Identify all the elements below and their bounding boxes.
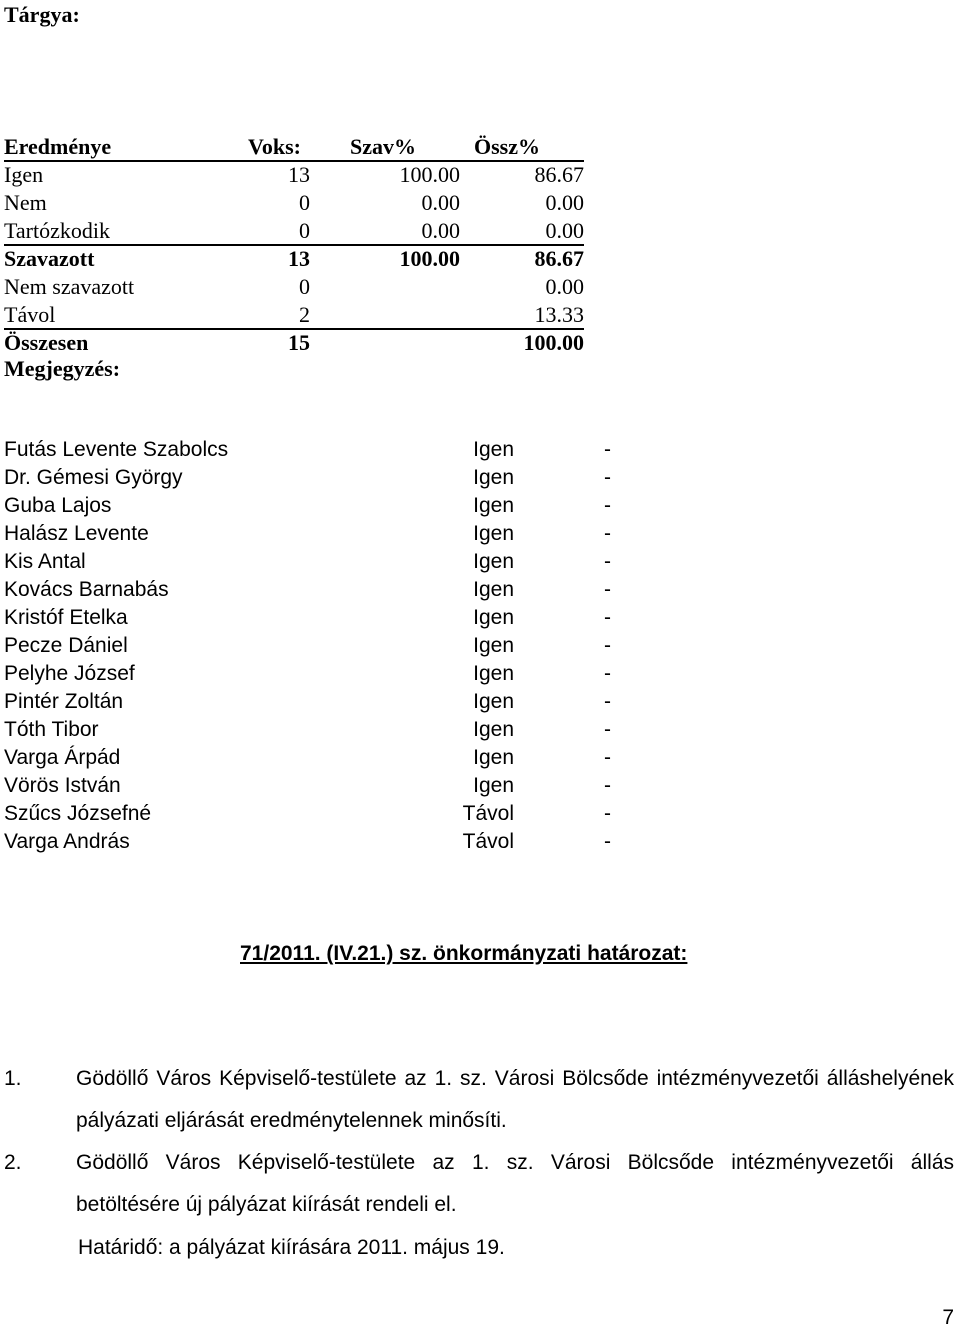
- vote-row: [4, 632, 624, 660]
- voter-vote: Igen: [473, 438, 514, 461]
- voter-vote: Igen: [473, 718, 514, 741]
- voter-vote: Igen: [473, 550, 514, 573]
- voter-vote: Igen: [473, 466, 514, 489]
- voter-extra: -: [604, 718, 611, 741]
- result-label: Nem szavazott: [4, 274, 135, 299]
- result-label: Távol: [4, 302, 56, 327]
- voter-extra: -: [604, 522, 611, 545]
- voter-extra: -: [604, 494, 611, 517]
- voter-vote: Igen: [473, 522, 514, 545]
- voter-vote: Igen: [473, 634, 514, 657]
- result-total-percent: 0.00: [545, 274, 584, 299]
- voter-name: Halász Levente: [4, 522, 149, 545]
- result-label: Igen: [4, 162, 44, 187]
- vote-row: [4, 716, 624, 744]
- voter-name: Varga András: [4, 830, 130, 853]
- resolution-item-number: 1.: [4, 1067, 22, 1090]
- voter-extra: -: [604, 550, 611, 573]
- results-row: [4, 330, 584, 356]
- vote-row: [4, 828, 624, 856]
- result-votes: 0: [299, 190, 310, 215]
- result-label: Tartózkodik: [4, 218, 110, 243]
- voter-vote: Igen: [473, 662, 514, 685]
- vote-row: [4, 576, 624, 604]
- voter-name: Pelyhe József: [4, 662, 135, 685]
- resolution-deadline: Határidő: a pályázat kiírására 2011. május 19.: [78, 1236, 505, 1259]
- result-label: Összesen: [4, 330, 89, 355]
- result-vote-percent: 0.00: [421, 190, 460, 215]
- result-votes: 15: [288, 330, 310, 355]
- resolution-title: 71/2011. (IV.21.) sz. önkormányzati határozat:: [240, 942, 688, 965]
- results-row: [4, 302, 584, 330]
- vote-row: [4, 492, 624, 520]
- result-votes: 13: [288, 162, 310, 187]
- results-row: [4, 190, 584, 216]
- result-total-percent: 0.00: [545, 190, 584, 215]
- result-total-percent: 100.00: [523, 330, 584, 355]
- vote-row: [4, 688, 624, 716]
- voter-vote: Távol: [462, 802, 514, 825]
- results-header-row: [4, 134, 584, 162]
- vote-row: [4, 660, 624, 688]
- resolution-item: [0, 1142, 960, 1226]
- voter-vote: Igen: [473, 746, 514, 769]
- voter-name: Kovács Barnabás: [4, 578, 169, 601]
- result-total-percent: 13.33: [534, 302, 584, 327]
- vote-row: [4, 464, 624, 492]
- voter-extra: -: [604, 830, 611, 853]
- page-number: 7: [942, 1306, 954, 1329]
- vote-row: [4, 800, 624, 828]
- voter-name: Kis Antal: [4, 550, 86, 573]
- col-header-total-percent: Össz%: [474, 134, 540, 159]
- vote-row: [4, 520, 624, 548]
- voter-name: Vörös István: [4, 774, 121, 797]
- voter-name: Varga Árpád: [4, 746, 121, 769]
- voter-extra: -: [604, 774, 611, 797]
- result-total-percent: 0.00: [545, 218, 584, 243]
- page-subject-label: Tárgya:: [4, 2, 80, 27]
- vote-row: [4, 436, 624, 464]
- results-row: [4, 162, 584, 188]
- voter-name: Pintér Zoltán: [4, 690, 124, 713]
- resolution-item: [0, 1058, 960, 1142]
- result-votes: 0: [299, 218, 310, 243]
- result-label: Nem: [4, 190, 47, 215]
- voter-extra: -: [604, 466, 611, 489]
- resolution-item-text: Gödöllő Város Képviselő-testülete az 1. sz. Városi Bölcsőde intézményvezetői álláshelyének pályázati eljárását eredménytelennek minősíti.: [76, 1067, 954, 1132]
- result-total-percent: 86.67: [534, 246, 584, 271]
- voter-extra: -: [604, 662, 611, 685]
- voter-extra: -: [604, 802, 611, 825]
- voter-name: Kristóf Etelka: [4, 606, 128, 629]
- result-label: Szavazott: [4, 246, 95, 271]
- results-row: [4, 218, 584, 246]
- result-vote-percent: 100.00: [399, 246, 460, 271]
- resolution-item-text: Gödöllő Város Képviselő-testülete az 1. sz. Városi Bölcsőde intézményvezetői állás betöltésére új pályázat kiírását rendeli el.: [76, 1151, 954, 1216]
- voter-name: Guba Lajos: [4, 494, 112, 517]
- voter-vote: Igen: [473, 606, 514, 629]
- voter-name: Tóth Tibor: [4, 718, 99, 741]
- result-vote-percent: 100.00: [399, 162, 460, 187]
- voter-extra: -: [604, 690, 611, 713]
- voter-vote: Távol: [462, 830, 514, 853]
- vote-row: [4, 772, 624, 800]
- voter-extra: -: [604, 606, 611, 629]
- voter-extra: -: [604, 634, 611, 657]
- voter-extra: -: [604, 746, 611, 769]
- col-header-votes: Voks:: [248, 134, 301, 159]
- voter-name: Futás Levente Szabolcs: [4, 438, 229, 461]
- resolution-item-number: 2.: [4, 1151, 22, 1174]
- result-total-percent: 86.67: [534, 162, 584, 187]
- vote-row: [4, 744, 624, 772]
- result-votes: 0: [299, 274, 310, 299]
- voter-vote: Igen: [473, 578, 514, 601]
- voter-vote: Igen: [473, 690, 514, 713]
- col-header-result: Eredménye: [4, 134, 112, 159]
- voter-vote: Igen: [473, 774, 514, 797]
- voter-name: Dr. Gémesi György: [4, 466, 183, 489]
- vote-row: [4, 548, 624, 576]
- voter-name: Pecze Dániel: [4, 634, 128, 657]
- voter-extra: -: [604, 438, 611, 461]
- note-label: Megjegyzés:: [4, 356, 121, 381]
- result-votes: 13: [288, 246, 310, 271]
- voter-extra: -: [604, 578, 611, 601]
- voter-vote: Igen: [473, 494, 514, 517]
- vote-row: [4, 604, 624, 632]
- results-row: [4, 246, 584, 272]
- voter-name: Szűcs Józsefné: [4, 802, 152, 825]
- result-votes: 2: [299, 302, 310, 327]
- results-row: [4, 274, 584, 300]
- result-vote-percent: 0.00: [421, 218, 460, 243]
- col-header-vote-percent: Szav%: [350, 134, 416, 159]
